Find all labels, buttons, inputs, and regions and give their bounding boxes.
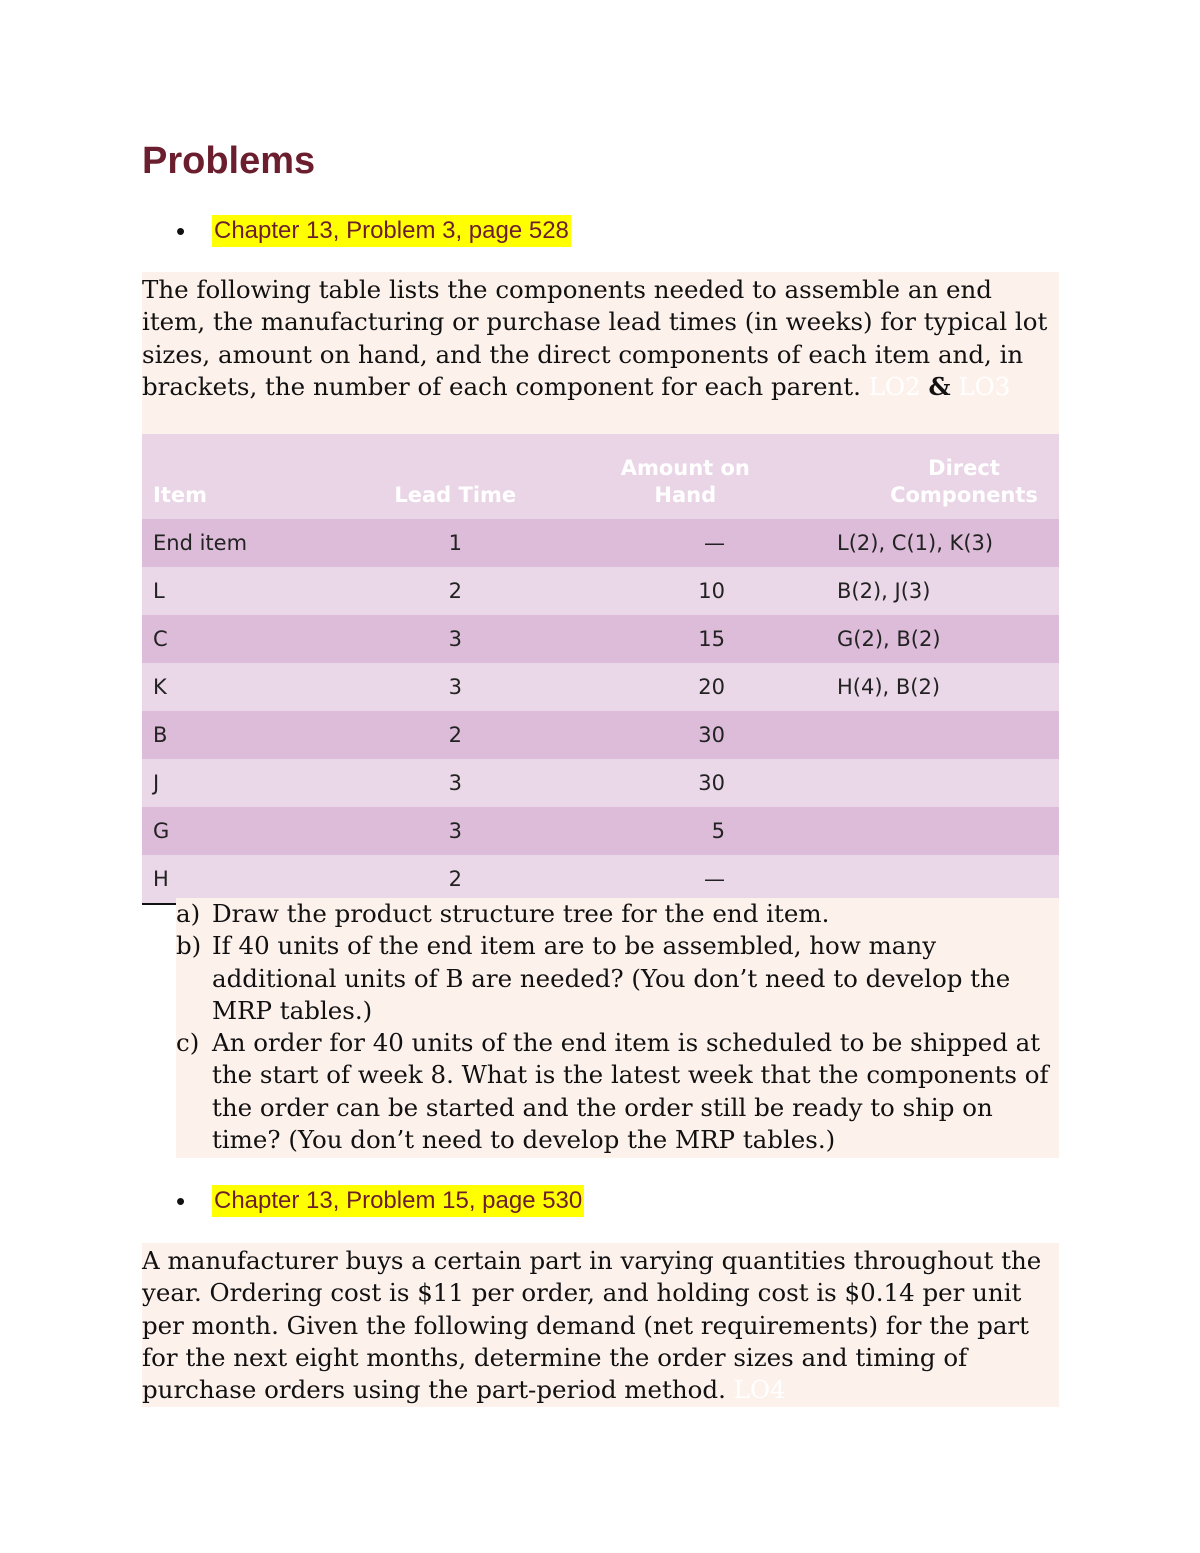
table-row [142,807,1059,855]
cell-item: B [142,711,349,759]
components-table [142,434,1059,905]
question-label: b) [176,931,202,961]
problem2-intro-text: A manufacturer buys a certain part in varying quantities throughout the year. Ordering cost is $11 per order, and holding cost is $0.14 per unit per month. Given the following demand (net requirements) for the part for the next eight months, determine the order sizes and timing of purchase orders using the part-period method. [142,1246,1042,1405]
problem2-reference: Chapter 13, Problem 15, page 530 [212,1185,584,1217]
list-item [176,930,1059,1027]
problem1-intro-text: The following table lists the components needed to assemble an end item, the manufacturing or purchase lead times (in weeks) for typical lot sizes, amount on hand, and the direct components of each item and, in brackets, the number of each component for each parent. [142,275,1048,401]
cell-lead-time: 1 [349,519,562,567]
cell-direct-components: B(2), J(3) [809,567,1059,615]
cell-item: K [142,663,349,711]
question-text: Draw the product structure tree for the end item. [212,899,830,928]
problem2-bullet [176,1184,584,1218]
cell-amount-on-hand: 15 [562,615,809,663]
cell-lead-time: 3 [349,615,562,663]
cell-amount-on-hand: 30 [562,711,809,759]
cell-amount-on-hand: — [562,855,809,904]
table-row [142,519,1059,567]
cell-amount-on-hand: 20 [562,663,809,711]
cell-amount-on-hand: 10 [562,567,809,615]
ampersand: & [928,371,951,401]
table-row [142,567,1059,615]
table-row [142,711,1059,759]
problem2-intro [142,1243,1059,1407]
learning-objective-link[interactable]: LO2 [868,371,921,401]
learning-objective-link[interactable]: LO4 [733,1375,786,1405]
problem1-reference: Chapter 13, Problem 3, page 528 [212,215,571,247]
cell-item: C [142,615,349,663]
list-item [176,1027,1059,1156]
table-row [142,615,1059,663]
cell-lead-time: 2 [349,567,562,615]
question-label: a) [176,899,201,928]
cell-item: G [142,807,349,855]
learning-objective-link[interactable]: LO3 [958,371,1011,401]
question-label: c) [176,1028,200,1058]
cell-lead-time: 2 [349,711,562,759]
cell-direct-components [809,759,1059,807]
problem1-intro [142,272,1059,434]
cell-direct-components [809,807,1059,855]
cell-amount-on-hand: 30 [562,759,809,807]
cell-item: H [142,855,349,904]
bullet-icon [176,216,212,247]
cell-amount-on-hand: — [562,519,809,567]
cell-direct-components: G(2), B(2) [809,615,1059,663]
table-row [142,759,1059,807]
cell-direct-components [809,855,1059,904]
cell-item: End item [142,519,349,567]
cell-amount-on-hand: 5 [562,807,809,855]
problem1-questions [176,898,1059,1158]
table-row [142,855,1059,904]
cell-lead-time: 3 [349,807,562,855]
cell-lead-time: 2 [349,855,562,904]
cell-item: L [142,567,349,615]
column-header-lead-time: Lead Time [349,434,562,519]
list-item [176,898,1059,930]
cell-lead-time: 3 [349,663,562,711]
table-row [142,663,1059,711]
question-text: If 40 units of the end item are to be assembled, how many additional units of B are needed? (You don’t need to develop the MRP tables.) [212,931,1011,1025]
table-header-row [142,434,1059,519]
problem1-bullet [176,214,571,248]
bullet-icon [176,1186,212,1217]
column-header-item: Item [142,434,349,519]
cell-lead-time: 3 [349,759,562,807]
page-title: Problems [142,140,316,182]
cell-direct-components: H(4), B(2) [809,663,1059,711]
cell-direct-components [809,711,1059,759]
cell-direct-components: L(2), C(1), K(3) [809,519,1059,567]
question-text: An order for 40 units of the end item is scheduled to be shipped at the start of week 8. What is the latest week that the components of the order can be started and the order still be ready to ship on time? (You don’t need to develop the MRP tables.) [212,1028,1049,1155]
column-header-amount-on-hand: Amount on Hand [562,434,809,519]
column-header-direct-components: Direct Components [809,434,1059,519]
cell-item: J [142,759,349,807]
